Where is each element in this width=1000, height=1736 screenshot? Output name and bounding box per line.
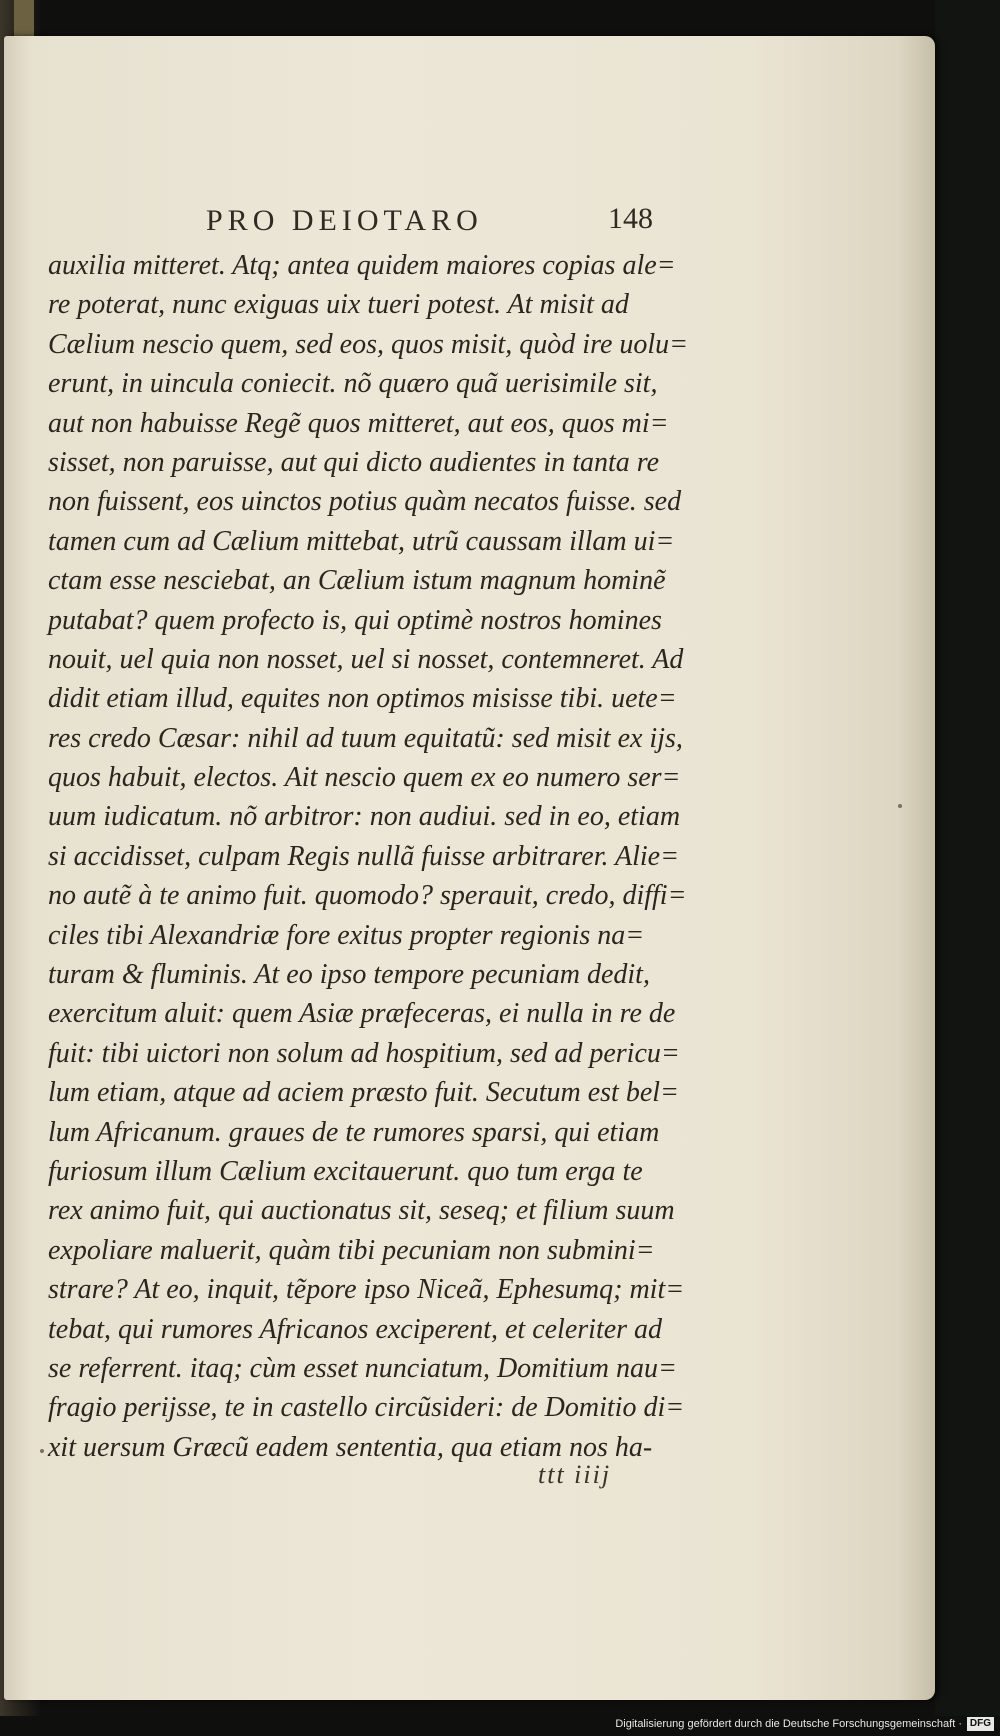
dfg-logo: DFG (967, 1717, 994, 1731)
ink-speck (898, 804, 902, 808)
ink-speck (40, 1449, 44, 1453)
text-line: turam & fluminis. At eo ipso tempore pecuniam dedit, (48, 959, 650, 991)
text-line: nouit, uel quia non nosset, uel si nosset, contemneret. Ad (48, 643, 684, 675)
text-line: Cælium nescio quem, sed eos, quos misit, quòd ire uolu= (48, 328, 689, 360)
text-line: se referrent. itaq; cùm esset nunciatum, Domitium nau= (48, 1352, 677, 1384)
text-line: lum etiam, atque ad aciem præsto fuit. Secutum est bel= (48, 1077, 679, 1109)
text-line: no autẽ à te animo fuit. quomodo? sperauit, credo, diffi= (48, 880, 687, 912)
text-line: fragio perijsse, te in castello circũsideri: de Domitio di= (48, 1392, 685, 1424)
text-line: exercitum aluit: quem Asiæ præfeceras, ei nulla in re de (48, 998, 676, 1030)
page-header (48, 204, 688, 246)
text-line: putabat? quem profecto is, qui optimè nostros homines (48, 604, 662, 636)
text-line: ctam esse nesciebat, an Cælium istum magnum hominẽ (48, 565, 666, 597)
text-line: strare? At eo, inquit, tẽpore ipso Niceã, Ephesumq; mit= (48, 1274, 685, 1306)
digitization-credit: Digitalisierung gefördert durch die Deutsche Forschungsgemeinschaft · (615, 1718, 962, 1730)
text-line: tebat, qui rumores Africanos exciperent, et celeriter ad (48, 1313, 663, 1345)
page-number: 148 (608, 202, 653, 235)
background-right (935, 0, 1000, 1736)
text-line: expoliare maluerit, quàm tibi pecuniam non submini= (48, 1234, 655, 1266)
text-line: ciles tibi Alexandriæ fore exitus propter regionis na= (48, 919, 645, 951)
book-page (4, 36, 935, 1700)
text-line: erunt, in uincula coniecit. nõ quæro quã uerisimile sit, (48, 368, 658, 400)
text-line: uum iudicatum. nõ arbitror: non audiui. sed in eo, etiam (48, 801, 681, 833)
text-line: didit etiam illud, equites non optimos misisse tibi. uete= (48, 683, 677, 715)
text-line: sisset, non paruisse, aut qui dicto audientes in tanta re (48, 446, 660, 478)
page-text-block (48, 204, 688, 1467)
text-line: quos habuit, electos. Ait nescio quem ex eo numero ser= (48, 762, 681, 794)
text-line: auxilia mitteret. Atq; antea quidem maiores copias ale= (48, 250, 676, 281)
text-line: tamen cum ad Cælium mittebat, utrũ caussam illam ui= (48, 525, 675, 557)
text-line: si accidisset, culpam Regis nullã fuisse arbitrarer. Alie= (48, 840, 679, 872)
text-line: furiosum illum Cælium excitauerunt. quo tum erga te (48, 1155, 643, 1187)
running-title: PRO DEIOTARO (206, 204, 483, 237)
text-line: lum Africanum. graues de te rumores sparsi, qui etiam (48, 1116, 660, 1148)
body-text (48, 246, 688, 1467)
text-line: non fuissent, eos uinctos potius quàm necatos fuisse. sed (48, 486, 682, 518)
text-line: fuit: tibi uictori non solum ad hospitium, sed ad pericu= (48, 1037, 680, 1069)
text-line: res credo Cæsar: nihil ad tuum equitatũ: sed misit ex ijs, (48, 722, 683, 754)
text-line: re poterat, nunc exiguas uix tueri potest. At misit ad (48, 289, 629, 321)
text-line: aut non habuisse Regẽ quos mitteret, aut eos, quos mi= (48, 407, 669, 439)
text-line: rex animo fuit, qui auctionatus sit, seseq; et filium suum (48, 1195, 675, 1227)
signature-mark: ttt iiij (538, 1460, 612, 1489)
text-line: xit uersum Græcũ eadem sententia, qua etiam nos ha- (48, 1431, 653, 1463)
